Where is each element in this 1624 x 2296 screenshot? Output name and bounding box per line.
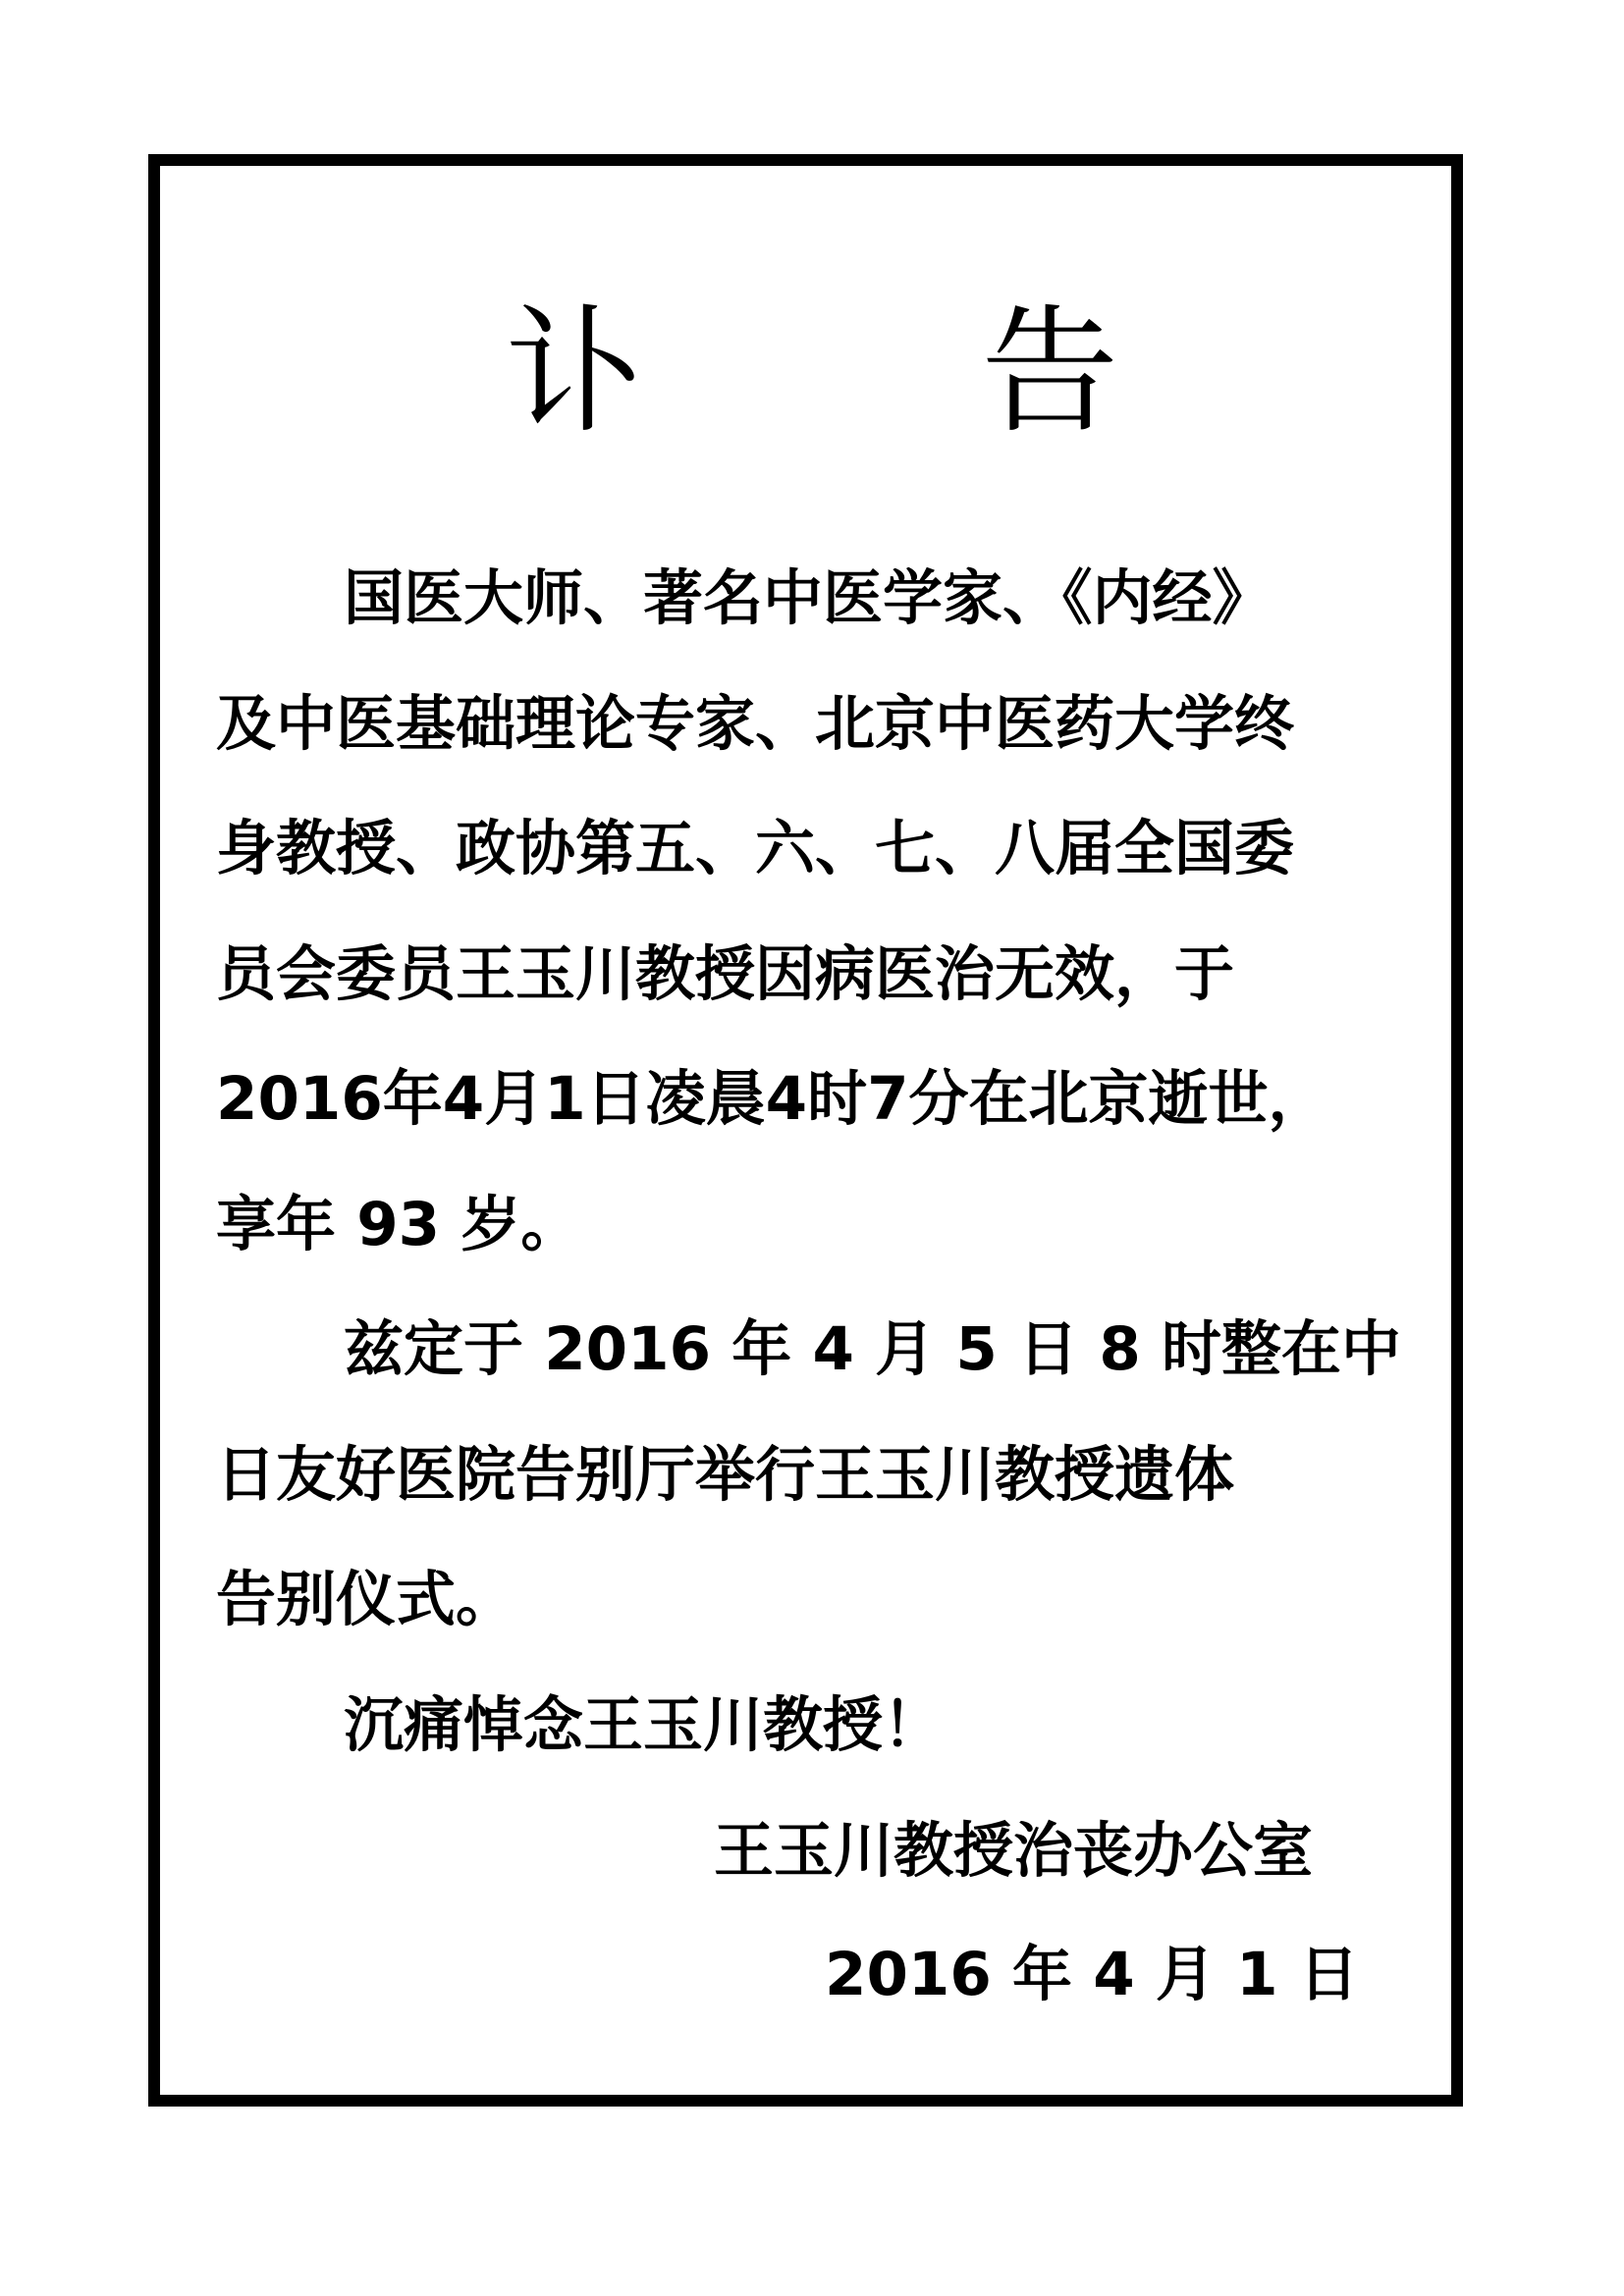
text-line: 员会委员王玉川教授因病医治无效，于 — [216, 938, 1235, 1009]
notice-paragraph-announcement — [216, 536, 1424, 1287]
signature-organization: 王玉川教授治丧办公室 — [714, 1816, 1314, 1886]
text-line: 兹定于 2016 年 4 月 5 日 8 时整在中 — [344, 1314, 1402, 1384]
notice-title: 讣 告 — [505, 293, 1267, 453]
notice-paragraph-condolence — [216, 1663, 1424, 1789]
signature-date: 2016 年 4 月 1 日 — [825, 1940, 1359, 2009]
text-line: 告别仪式。 — [216, 1565, 516, 1634]
text-line: 沉痛悼念王玉川教授！ — [344, 1689, 944, 1760]
text-line: 2016年4月1日凌晨4时7分在北京逝世， — [216, 1064, 1328, 1134]
text-line: 日友好医院告别厅举行王玉川教授遗体 — [216, 1439, 1235, 1510]
text-line: 国医大师、著名中医学家、《内经》 — [344, 563, 1272, 633]
text-line: 身教授、政协第五、六、七、八届全国委 — [216, 814, 1295, 883]
text-line: 享年 93 岁。 — [216, 1189, 581, 1259]
notice-body — [216, 536, 1424, 1788]
notice-paragraph-ceremony — [216, 1287, 1424, 1663]
text-line: 及中医基础理论专家、北京中医药大学终 — [216, 688, 1295, 759]
